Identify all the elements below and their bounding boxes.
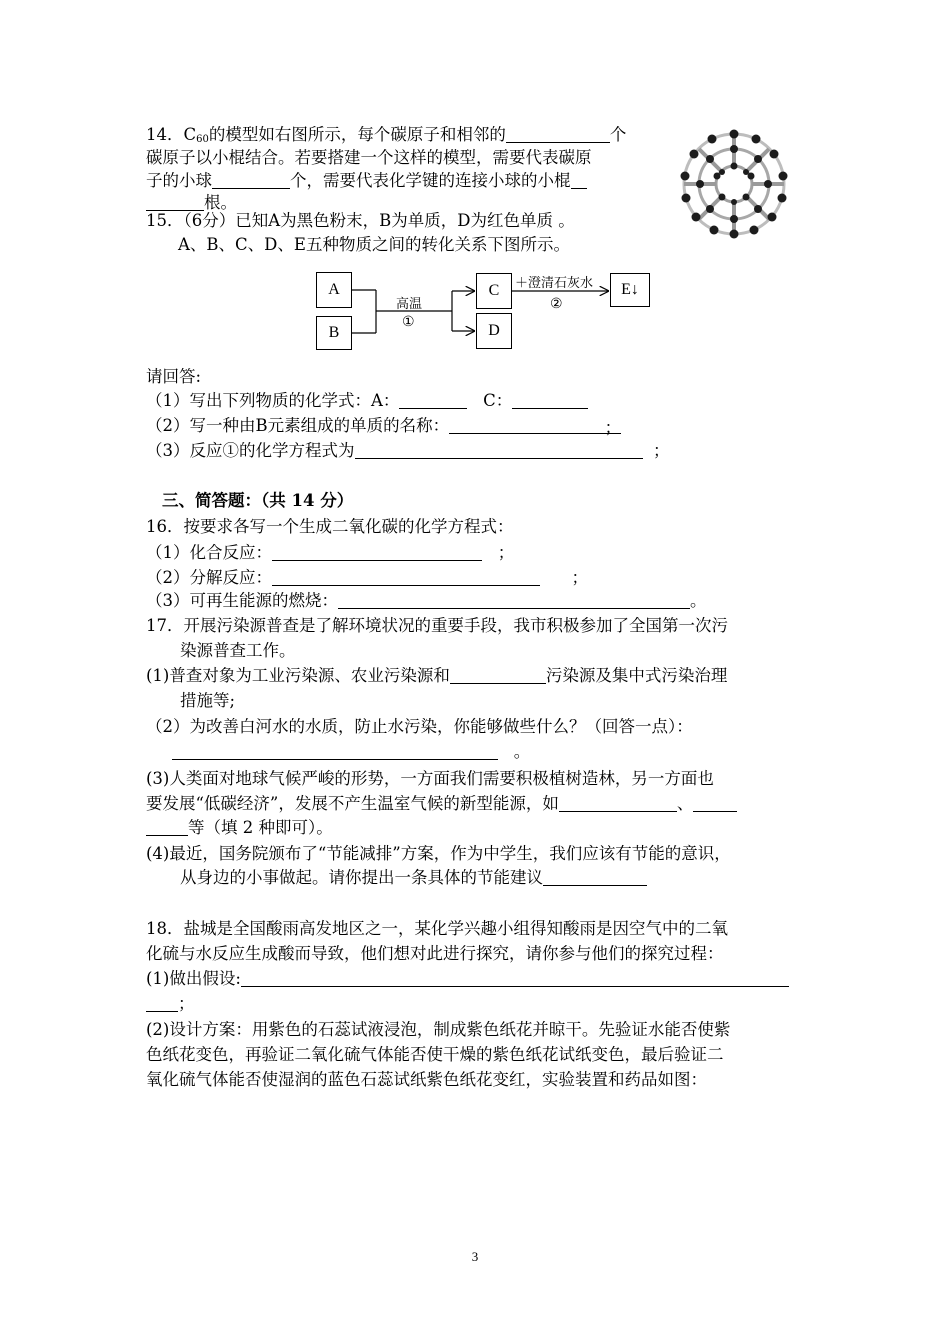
q14-line3: 子的小球 个，需要代表化学键的连接小球的小棍 bbox=[146, 170, 587, 192]
box-b: B bbox=[316, 316, 352, 350]
answer-blank[interactable] bbox=[355, 442, 643, 459]
box-e: E↓ bbox=[610, 273, 650, 307]
q15-line2: A、B、C、D、E五种物质之间的转化关系下图所示。 bbox=[178, 235, 570, 254]
answer-blank[interactable] bbox=[543, 869, 647, 886]
answer-blank[interactable] bbox=[559, 795, 677, 812]
answer-blank-a[interactable] bbox=[399, 392, 467, 409]
q17-part4-line2: 从身边的小事做起。请你提出一条具体的节能建议 bbox=[180, 867, 647, 889]
q15-part3: （3）反应①的化学方程式为 ； bbox=[146, 441, 670, 460]
answer-blank[interactable] bbox=[272, 569, 540, 586]
q18-part1: (1)做出假设: bbox=[146, 968, 789, 990]
q17-line1: 17．开展污染源普查是了解环境状况的重要手段，我市积极参加了全国第一次污 bbox=[146, 616, 728, 635]
q17-part3-line2: 要发展“低碳经济”，发展不产生温室气候的新型能源，如 、 bbox=[146, 793, 737, 815]
q18-part1-cont: ； bbox=[146, 993, 195, 1015]
box-a: A bbox=[316, 272, 352, 308]
q17-part2-answer: 。 bbox=[172, 741, 530, 763]
box-c: C bbox=[476, 273, 512, 309]
q15-part1: （1）写出下列物质的化学式：A： C： bbox=[146, 390, 588, 412]
q18-line2: 化硫与水反应生成酸而导致，他们想对此进行探究，请你参与他们的探究过程： bbox=[146, 944, 724, 963]
answer-blank[interactable] bbox=[146, 995, 178, 1012]
q14-line1: 14．$C_{60}$的模型如右图所示，每个碳原子和相邻的 个 bbox=[146, 125, 627, 145]
q17-part2: （2）为改善白河水的水质，防止水污染，你能够做些什么？（回答一点）： bbox=[146, 717, 693, 736]
q17-part3-line1: (3)人类面对地球气候严峻的形势，一方面我们需要积极植树造林，另一方面也 bbox=[146, 769, 714, 788]
q15-part2: （2）写一种由B元素组成的单质的名称： ； bbox=[146, 416, 622, 437]
answer-blank[interactable] bbox=[241, 970, 789, 987]
answer-blank[interactable] bbox=[172, 743, 498, 760]
q17-line2: 染源普查工作。 bbox=[180, 641, 296, 660]
q16-line1: 16．按要求各写一个生成二氧化碳的化学方程式： bbox=[146, 517, 514, 536]
answer-blank-c[interactable] bbox=[512, 392, 588, 409]
q17-part4-line1: (4)最近，国务院颁布了“节能减排”方案，作为中学生，我们应该有节能的意识， bbox=[146, 844, 731, 863]
answer-blank[interactable] bbox=[450, 667, 546, 684]
q15-line1: 15．（6分）已知A为黑色粉末，B为单质，D为红色单质 。 bbox=[146, 211, 575, 230]
box-d: D bbox=[476, 313, 512, 349]
diagram-arrows bbox=[0, 0, 950, 400]
section-title: 三、简答题：（共 14 分） bbox=[162, 491, 354, 510]
q16-part2: （2）分解反应： ； bbox=[146, 568, 588, 587]
q18-part2-line2: 色纸花变色，再验证二氧化硫气体能否使干燥的紫色纸花试纸变色，最后验证二 bbox=[146, 1045, 724, 1064]
step-1-label: ① bbox=[402, 314, 415, 330]
answer-blank[interactable]: ； bbox=[449, 417, 621, 434]
q16-part3: （3）可再生能源的燃烧： 。 bbox=[146, 591, 707, 610]
step-2-label: ② bbox=[550, 296, 563, 312]
q18-part2-line1: (2)设计方案：用紫色的石蕊试液浸泡，制成紫色纸花并晾干。先验证水能否使紫 bbox=[146, 1020, 731, 1039]
answer-blank[interactable] bbox=[693, 795, 737, 812]
answer-blank[interactable] bbox=[338, 592, 690, 609]
condition-limewater: ＋澄清石灰水 bbox=[515, 276, 594, 291]
q15-ask: 请回答: bbox=[146, 367, 202, 386]
q17-part1-cont: 措施等; bbox=[180, 691, 236, 710]
q17-part3-line3: 等（填 2 种即可）。 bbox=[146, 817, 333, 839]
q16-part1: （1）化合反应： ； bbox=[146, 543, 515, 562]
q18-part2-line3: 氧化硫气体能否使湿润的蓝色石蕊试纸紫色纸花变红，实验装置和药品如图： bbox=[146, 1070, 707, 1089]
q14-line4: 根。 bbox=[146, 192, 237, 214]
page-number: 3 bbox=[471, 1249, 479, 1264]
condition-high-temp: 高温 bbox=[396, 297, 423, 312]
q18-line1: 18．盐城是全国酸雨高发地区之一，某化学兴趣小组得知酸雨是因空气中的二氧 bbox=[146, 919, 728, 938]
answer-blank[interactable] bbox=[272, 544, 482, 561]
answer-blank[interactable] bbox=[146, 819, 188, 836]
q17-part1: (1)普查对象为工业污染源、农业污染源和 污染源及集中式污染治理 bbox=[146, 666, 728, 685]
q14-line2: 碳原子以小棍结合。若要搭建一个这样的模型，需要代表碳原 bbox=[146, 148, 592, 167]
